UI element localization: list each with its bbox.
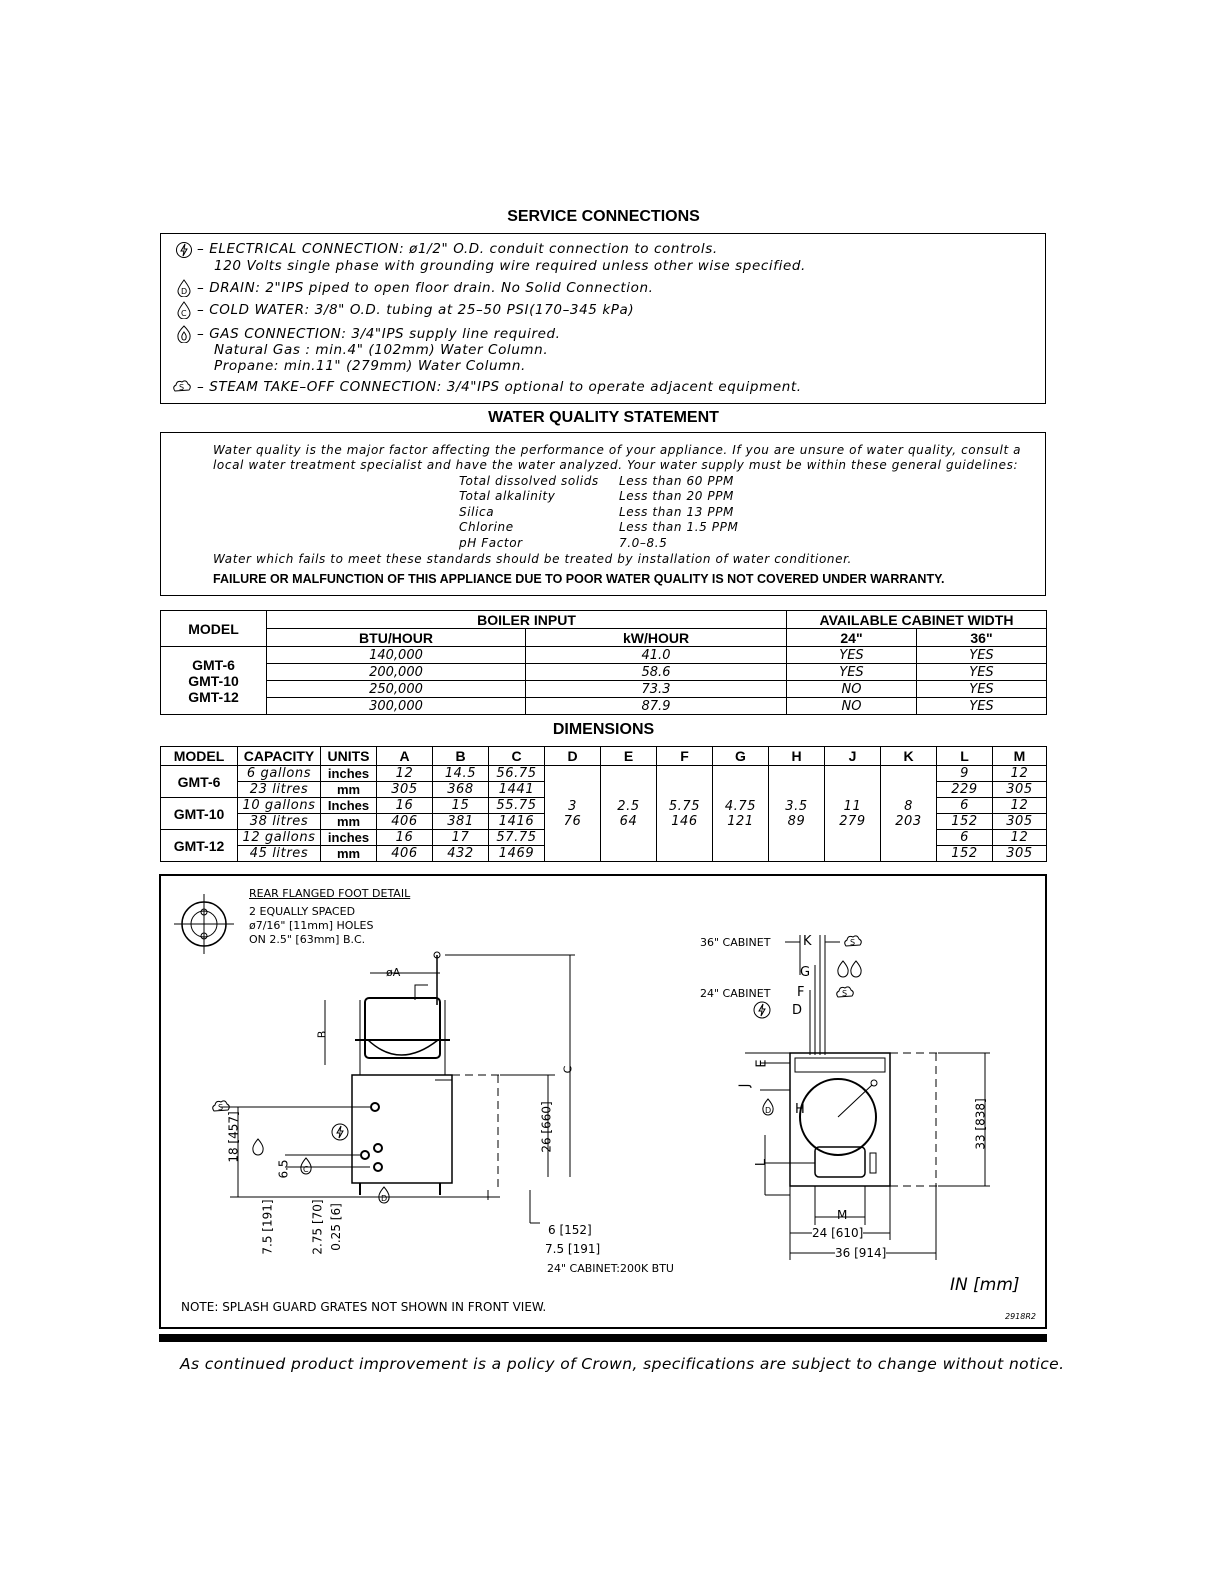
electrical-icon — [752, 1000, 772, 1025]
th-btu: BTU/HOUR — [267, 629, 526, 647]
w24-cell: YES — [787, 664, 917, 681]
dim-value-mm: 229 — [951, 782, 978, 797]
wq-guideline-name: Total alkalinity — [459, 489, 556, 503]
label-m: M — [837, 1208, 848, 1222]
dim-value-in: 12 — [993, 766, 1046, 782]
dim-b — [433, 766, 489, 798]
kw-cell: 41.0 — [526, 647, 787, 664]
dim-model: GMT-6 — [161, 766, 238, 798]
dim-value-mm: 305 — [1006, 846, 1033, 861]
unit-mm: mm — [336, 814, 361, 829]
label-a: øA — [386, 966, 401, 979]
btu-cell: 250,000 — [267, 681, 526, 698]
svg-text:C: C — [181, 309, 187, 318]
units-label: IN [mm] — [950, 1275, 1020, 1295]
wq-guideline-name: Silica — [459, 505, 495, 519]
w24-cell: NO — [787, 681, 917, 698]
dim-value-in: 6 — [937, 798, 992, 814]
dim-value-in: 17 — [433, 830, 488, 846]
wq-guideline-name: pH Factor — [459, 536, 523, 550]
dim-value-in: 6 — [937, 830, 992, 846]
dim-model: GMT-10 — [161, 798, 238, 830]
dim-value-in: 8 — [904, 798, 913, 814]
dim-value-in: 16 — [377, 830, 432, 846]
w36-cell: YES — [917, 681, 1047, 698]
model-name: GMT-10 — [188, 672, 239, 689]
sc-gas-line3: Propane: min.11" (279mm) Water Column. — [214, 358, 526, 374]
svg-text:C: C — [303, 1165, 309, 1174]
service-connections-box — [160, 233, 1046, 404]
label-26: 26 [660] — [539, 1101, 554, 1153]
dim-value-mm: 76 — [563, 813, 582, 829]
btu-cell: 140,000 — [267, 647, 526, 664]
svg-text:D: D — [381, 1194, 388, 1203]
dim-value-mm: 368 — [447, 782, 474, 797]
dim-value-in: 15 — [433, 798, 488, 814]
capacity-gallons: 6 gallons — [238, 766, 320, 782]
label-24-cabinet: 24" CABINET — [700, 987, 771, 1000]
dim-value-in: 56.75 — [489, 766, 544, 782]
dim-value-mm: 1469 — [498, 846, 535, 861]
gas-icon — [250, 1138, 266, 1161]
w24-cell: YES — [787, 647, 917, 664]
unit-inches: inches — [321, 830, 376, 846]
label-2-75: 2.75 [70] — [310, 1199, 325, 1255]
dim-m — [993, 798, 1047, 830]
dim-value-in: 9 — [937, 766, 992, 782]
foot-detail-line: 2 EQUALLY SPACED — [249, 905, 356, 918]
dim-header: K — [881, 747, 937, 766]
th-kw: kW/HOUR — [526, 629, 787, 647]
cold-water-icon — [298, 1157, 314, 1180]
dim-c — [489, 766, 545, 798]
label-d: D — [792, 1003, 803, 1018]
sc-gas-line2: Natural Gas : min.4" (102mm) Water Column. — [214, 342, 549, 358]
dim-units — [321, 766, 377, 798]
bottom-rule — [159, 1334, 1047, 1342]
capacity-litres: 23 litres — [249, 782, 309, 797]
svg-text:D: D — [181, 287, 188, 296]
dim-k — [881, 766, 937, 862]
sc-steam-line: – STEAM TAKE–OFF CONNECTION: 3/4"IPS optional to operate adjacent equipment. — [197, 379, 802, 395]
dim-m — [993, 766, 1047, 798]
dim-value-mm: 1441 — [498, 782, 535, 797]
water-quality-box — [160, 432, 1046, 596]
wq-guideline-value: Less than 13 PPM — [619, 505, 734, 519]
dim-units — [321, 798, 377, 830]
label-l: L — [754, 1158, 770, 1167]
dim-header: MODEL — [161, 747, 238, 766]
th-model: MODEL — [161, 611, 267, 647]
dim-a — [377, 830, 433, 862]
label-36-cabinet: 36" CABINET — [700, 936, 771, 949]
dim-header: C — [489, 747, 545, 766]
drawing-code: 2918R2 — [1005, 1312, 1037, 1321]
foot-detail-line: ON 2.5" [63mm] B.C. — [249, 933, 366, 946]
water-quality-title: WATER QUALITY STATEMENT — [488, 409, 719, 426]
dim-h — [769, 766, 825, 862]
w36-cell: YES — [917, 647, 1047, 664]
label-g: G — [800, 965, 811, 980]
label-0-25: 0.25 [6] — [328, 1203, 343, 1251]
label-f: F — [797, 985, 805, 1000]
th-cabinet-width: AVAILABLE CABINET WIDTH — [787, 611, 1047, 629]
dim-header: D — [545, 747, 601, 766]
service-connections-title: SERVICE CONNECTIONS — [507, 208, 700, 225]
dim-l — [937, 830, 993, 862]
dim-value-in: 57.75 — [489, 830, 544, 846]
dim-capacity — [238, 766, 321, 798]
svg-text:D: D — [765, 1106, 772, 1115]
dim-units — [321, 830, 377, 862]
dim-header: E — [601, 747, 657, 766]
dim-value-mm: 406 — [391, 814, 418, 829]
kw-cell: 73.3 — [526, 681, 787, 698]
dim-value-mm: 89 — [787, 813, 806, 829]
boiler-input-table — [160, 610, 1047, 715]
dim-c — [489, 798, 545, 830]
dim-value-mm: 64 — [619, 813, 638, 829]
dim-value-mm: 305 — [391, 782, 418, 797]
dim-value-mm: 1416 — [498, 814, 535, 829]
dim-value-mm: 279 — [839, 813, 866, 829]
sc-gas-line1: – GAS CONNECTION: 3/4"IPS supply line required. — [197, 326, 561, 342]
capacity-gallons: 10 gallons — [238, 798, 320, 814]
dimensions-title: DIMENSIONS — [552, 721, 655, 738]
model-name: GMT-6 — [192, 656, 235, 673]
wq-intro-2: local water treatment specialist and have the water analyzed. Your water supply must be within these general guidelines: — [213, 458, 1019, 472]
dim-value-in: 3 — [568, 798, 577, 814]
dim-d — [545, 766, 601, 862]
th-boiler-input: BOILER INPUT — [267, 611, 787, 629]
label-e: E — [754, 1059, 770, 1068]
dim-value-mm: 152 — [951, 814, 978, 829]
dim-value-in: 4.75 — [724, 798, 757, 814]
wq-guideline-name: Chlorine — [459, 520, 514, 534]
boiler-models-cell — [161, 647, 267, 715]
drawing-note: NOTE: SPLASH GUARD GRATES NOT SHOWN IN FRONT VIEW. — [181, 1300, 547, 1314]
capacity-litres: 45 litres — [249, 846, 309, 861]
dim-c — [489, 830, 545, 862]
dim-value-in: 2.5 — [617, 798, 640, 814]
sc-cold-water-line: – COLD WATER: 3/8" O.D. tubing at 25–50 PSI(170–345 kPa) — [197, 302, 635, 318]
dim-header: J — [825, 747, 881, 766]
dim-value-mm: 305 — [1006, 782, 1033, 797]
dim-l — [937, 798, 993, 830]
unit-inches: Inches — [321, 798, 376, 814]
dim-header: A — [377, 747, 433, 766]
svg-text:S: S — [218, 1103, 224, 1112]
wq-guideline-value: Less than 60 PPM — [619, 474, 734, 488]
wq-guideline-value: Less than 20 PPM — [619, 489, 734, 503]
dim-value-in: 14.5 — [433, 766, 488, 782]
label-c: C — [561, 1065, 575, 1074]
dim-b — [433, 830, 489, 862]
wq-warranty-warning: FAILURE OR MALFUNCTION OF THIS APPLIANCE DUE TO POOR WATER QUALITY IS NOT COVERED UNDER WARRANTY. — [213, 572, 945, 586]
dim-value-in: 12 — [993, 830, 1046, 846]
dim-value-mm: 121 — [727, 813, 754, 829]
kw-cell: 58.6 — [526, 664, 787, 681]
capacity-gallons: 12 gallons — [238, 830, 320, 846]
dim-a — [377, 766, 433, 798]
dim-value-in: 55.75 — [489, 798, 544, 814]
dim-header: M — [993, 747, 1047, 766]
label-7-5: 7.5 [191] — [260, 1199, 275, 1255]
wq-guideline-name: Total dissolved solids — [459, 474, 599, 488]
gas-icon — [175, 325, 191, 343]
dim-value-mm: 203 — [895, 813, 922, 829]
steam-icon — [210, 1098, 234, 1121]
label-j: J — [737, 1083, 753, 1088]
dim-value-mm: 406 — [391, 846, 418, 861]
dim-e — [601, 766, 657, 862]
dim-b — [433, 798, 489, 830]
dim-value-mm: 146 — [671, 813, 698, 829]
drain-icon — [760, 1098, 776, 1121]
dim-capacity — [238, 830, 321, 862]
th-36: 36" — [917, 629, 1047, 647]
dim-header: CAPACITY — [238, 747, 321, 766]
svg-text:S: S — [850, 938, 856, 947]
label-7-5b: 7.5 [191] — [545, 1242, 601, 1256]
dim-value-in: 11 — [843, 798, 862, 814]
capacity-litres: 38 litres — [249, 814, 309, 829]
sc-electrical-line2: 120 Volts single phase with grounding wire required unless other wise specified. — [214, 258, 806, 274]
steam-icon — [834, 984, 858, 1007]
label-h: H — [795, 1102, 805, 1117]
dim-value-in: 12 — [377, 766, 432, 782]
footer-disclaimer: As continued product improvement is a policy of Crown, specifications are subject to change without notice. — [180, 1355, 1065, 1373]
th-24: 24" — [787, 629, 917, 647]
cold-water-icon — [175, 301, 191, 319]
wq-guideline-value: 7.0–8.5 — [619, 536, 668, 550]
foot-detail-line: ø7/16" [11mm] HOLES — [249, 919, 374, 932]
drain-icon — [175, 279, 191, 297]
w24-cell: NO — [787, 698, 917, 715]
dim-value-mm: 432 — [447, 846, 474, 861]
steam-icon — [171, 378, 193, 396]
w36-cell: YES — [917, 698, 1047, 715]
dim-header: L — [937, 747, 993, 766]
svg-text:S: S — [842, 989, 848, 998]
btu-cell: 200,000 — [267, 664, 526, 681]
label-cabinet-200k: 24" CABINET:200K BTU — [547, 1262, 674, 1275]
dim-value-mm: 152 — [951, 846, 978, 861]
dim-model: GMT-12 — [161, 830, 238, 862]
dim-m — [993, 830, 1047, 862]
label-b: B — [315, 1030, 329, 1039]
electrical-icon — [330, 1122, 350, 1147]
kw-cell: 87.9 — [526, 698, 787, 715]
dim-value-in: 5.75 — [668, 798, 701, 814]
foot-detail-title: REAR FLANGED FOOT DETAIL — [249, 887, 411, 900]
electrical-icon — [175, 241, 191, 259]
dim-a — [377, 798, 433, 830]
unit-mm: mm — [336, 846, 361, 861]
label-24-width: 24 [610] — [812, 1226, 864, 1240]
sc-electrical-line1: – ELECTRICAL CONNECTION: ø1/2" O.D. conduit connection to controls. — [197, 241, 718, 257]
svg-text:S: S — [179, 383, 185, 392]
dim-j — [825, 766, 881, 862]
sc-drain-line: – DRAIN: 2"IPS piped to open floor drain. No Solid Connection. — [197, 280, 654, 296]
dim-value-in: 16 — [377, 798, 432, 814]
wq-closing: Water which fails to meet these standards should be treated by installation of water conditioner. — [213, 552, 852, 566]
dim-header: UNITS — [321, 747, 377, 766]
dim-header: F — [657, 747, 713, 766]
label-18: 18 [457] — [226, 1111, 241, 1163]
dim-value-in: 3.5 — [785, 798, 808, 814]
dim-value-in: 12 — [993, 798, 1046, 814]
wq-guideline-value: Less than 1.5 PPM — [619, 520, 739, 534]
steam-icon — [842, 933, 866, 956]
label-k: K — [803, 934, 812, 949]
dim-l — [937, 766, 993, 798]
gas-icon — [836, 960, 864, 983]
label-6: 6 [152] — [548, 1223, 592, 1237]
dim-value-mm: 381 — [447, 814, 474, 829]
w36-cell: YES — [917, 664, 1047, 681]
dim-value-mm: 305 — [1006, 814, 1033, 829]
dim-header: B — [433, 747, 489, 766]
drain-icon — [376, 1186, 392, 1209]
dim-f — [657, 766, 713, 862]
btu-cell: 300,000 — [267, 698, 526, 715]
dim-header: H — [769, 747, 825, 766]
label-36-width: 36 [914] — [835, 1246, 887, 1260]
model-name: GMT-12 — [188, 688, 239, 705]
top-view-drawing — [740, 935, 1010, 1265]
dim-g — [713, 766, 769, 862]
dim-header: G — [713, 747, 769, 766]
label-33: 33 [838] — [973, 1098, 988, 1150]
dim-capacity — [238, 798, 321, 830]
unit-inches: inches — [321, 766, 376, 782]
wq-intro-1: Water quality is the major factor affecting the performance of your appliance. If you are unsure of water quality, consult a — [213, 443, 1022, 457]
dimensions-table — [160, 746, 1047, 862]
unit-mm: mm — [336, 782, 361, 797]
label-6-5: 6.5 — [276, 1159, 291, 1179]
